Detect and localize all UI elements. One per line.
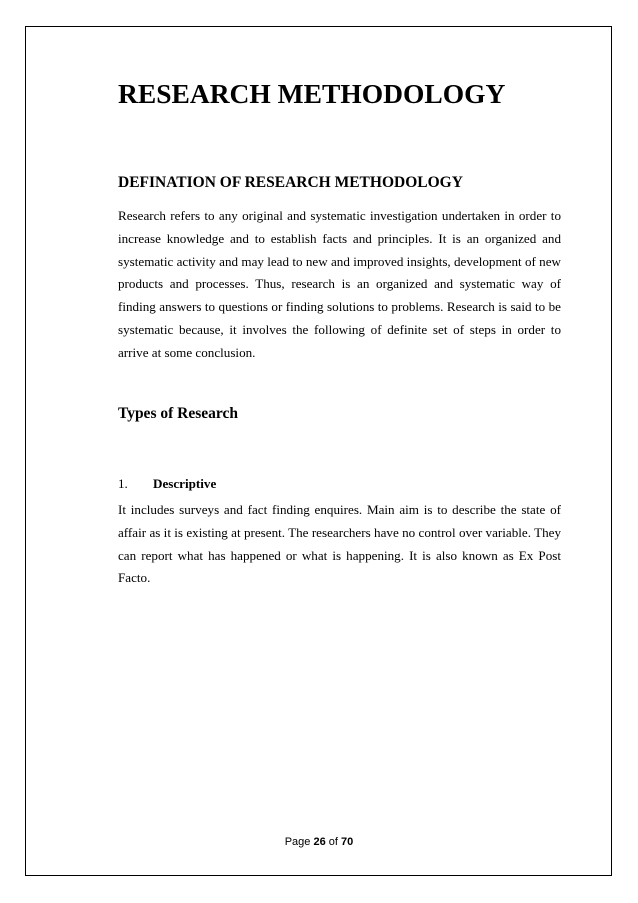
descriptive-paragraph: It includes surveys and fact finding enquires. Main aim is to describe the state of affair as it is existing at present. The researchers have no control over variable. They can report what has happened or what is happening. It is also known as Ex Post Facto.	[118, 502, 561, 586]
total-pages-number: 70	[341, 836, 354, 848]
definition-paragraph: Research refers to any original and systematic investigation undertaken in order to increase knowledge and to establish facts and principles. It is an organized and systematic activity and may lead to new and improved insights, development of new products and processes. Thus, research is an organized and systematic way of finding answers to questions or finding solutions to problems. Research is said to be systematic because, it involves the following of definite set of steps in order to arrive at some conclusion.	[118, 208, 561, 360]
list-item-label: Descriptive	[153, 476, 217, 491]
page-footer	[0, 836, 638, 848]
list-item-number: 1.	[118, 476, 128, 491]
types-heading: Types of Research	[118, 405, 238, 422]
page-border	[25, 26, 612, 876]
section-heading: DEFINATION OF RESEARCH METHODOLOGY	[118, 174, 463, 191]
document-title: RESEARCH METHODOLOGY	[118, 78, 506, 109]
current-page-number: 26	[313, 836, 326, 848]
of-label: of	[328, 836, 338, 848]
list-item	[118, 476, 216, 492]
page-label: Page	[284, 836, 311, 848]
